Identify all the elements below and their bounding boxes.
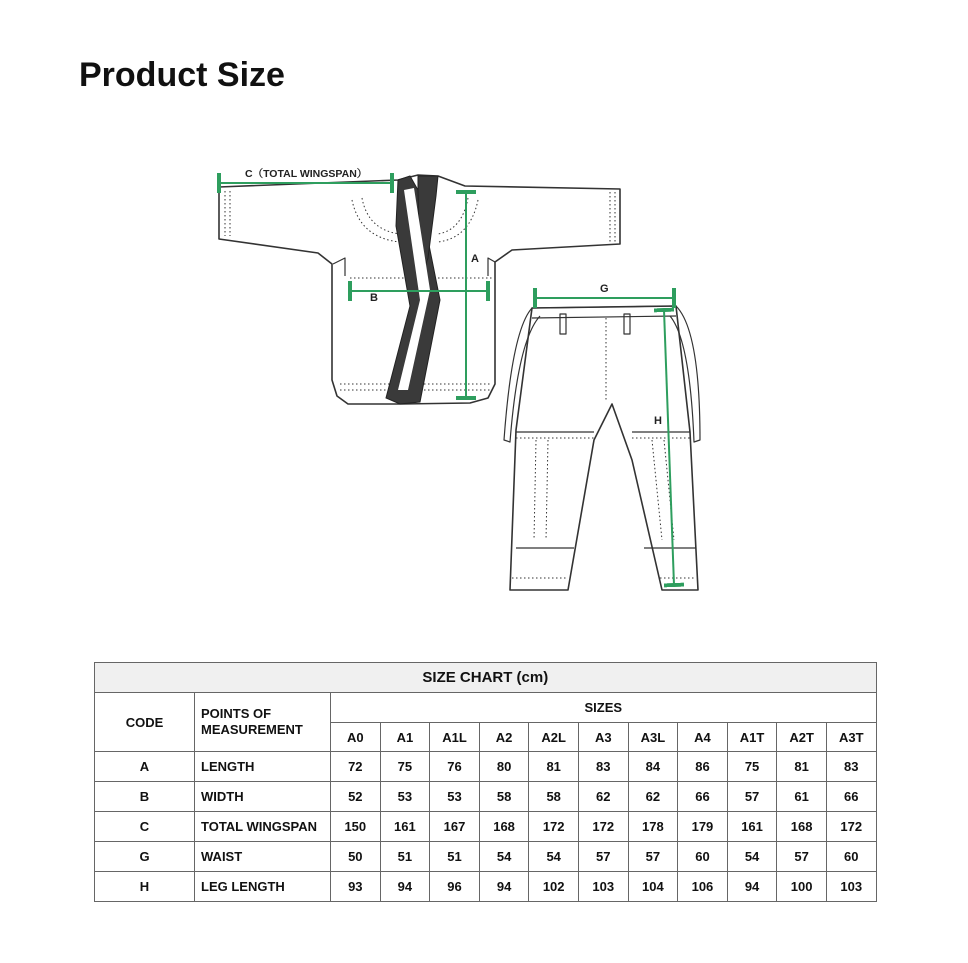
- row-measurement-name: TOTAL WINGSPAN: [195, 812, 331, 842]
- table-cell: 54: [479, 842, 529, 872]
- table-cell: 50: [331, 842, 381, 872]
- table-cell: 80: [479, 752, 529, 782]
- table-cell: 178: [628, 812, 678, 842]
- table-cell: 54: [529, 842, 579, 872]
- table-cell: 60: [678, 842, 728, 872]
- table-cell: 100: [777, 872, 827, 902]
- table-cell: 75: [727, 752, 777, 782]
- measure-lines: [219, 183, 674, 585]
- table-cell: 53: [380, 782, 430, 812]
- table-cell: 81: [777, 752, 827, 782]
- table-cell: 179: [678, 812, 728, 842]
- pom-header-line2: MEASUREMENT: [201, 722, 303, 737]
- table-cell: 81: [529, 752, 579, 782]
- size-chart-title: SIZE CHART (cm): [95, 663, 877, 693]
- table-cell: 51: [380, 842, 430, 872]
- row-code: C: [95, 812, 195, 842]
- row-measurement-name: LENGTH: [195, 752, 331, 782]
- size-header-row: [95, 693, 877, 723]
- row-measurement-name: WIDTH: [195, 782, 331, 812]
- table-cell: 62: [578, 782, 628, 812]
- table-cell: 172: [578, 812, 628, 842]
- label-b: B: [370, 292, 378, 304]
- size-code-a3t: A3T: [826, 723, 876, 752]
- table-cell: 61: [777, 782, 827, 812]
- table-cell: 60: [826, 842, 876, 872]
- table-cell: 104: [628, 872, 678, 902]
- table-cell: 66: [826, 782, 876, 812]
- table-cell: 52: [331, 782, 381, 812]
- table-cell: 57: [628, 842, 678, 872]
- table-cell: 53: [430, 782, 480, 812]
- row-code: H: [95, 872, 195, 902]
- size-chart-title-row: [95, 663, 877, 693]
- size-code-a3l: A3L: [628, 723, 678, 752]
- table-cell: 94: [380, 872, 430, 902]
- table-cell: 62: [628, 782, 678, 812]
- table-cell: 172: [826, 812, 876, 842]
- table-cell: 84: [628, 752, 678, 782]
- row-code: B: [95, 782, 195, 812]
- table-cell: 103: [578, 872, 628, 902]
- pom-header-line1: POINTS OF: [201, 706, 272, 721]
- table-cell: 72: [331, 752, 381, 782]
- table-cell: 161: [727, 812, 777, 842]
- page-title: Product Size: [79, 56, 285, 94]
- size-code-a1l: A1L: [430, 723, 480, 752]
- table-row: [95, 782, 877, 812]
- label-g: G: [600, 283, 609, 295]
- table-cell: 66: [678, 782, 728, 812]
- table-cell: 106: [678, 872, 728, 902]
- code-header: CODE: [95, 693, 195, 752]
- table-cell: 83: [578, 752, 628, 782]
- size-code-a0: A0: [331, 723, 381, 752]
- table-row: [95, 752, 877, 782]
- size-code-a2: A2: [479, 723, 529, 752]
- table-cell: 93: [331, 872, 381, 902]
- table-row: [95, 812, 877, 842]
- table-cell: 57: [777, 842, 827, 872]
- table-row: [95, 872, 877, 902]
- measure-line-h: [664, 310, 674, 585]
- pom-header: [195, 693, 331, 752]
- table-cell: 76: [430, 752, 480, 782]
- row-code: A: [95, 752, 195, 782]
- sizes-header: SIZES: [331, 693, 877, 723]
- table-cell: 94: [479, 872, 529, 902]
- label-a: A: [471, 253, 479, 265]
- size-code-a1t: A1T: [727, 723, 777, 752]
- row-code: G: [95, 842, 195, 872]
- size-code-a4: A4: [678, 723, 728, 752]
- table-cell: 58: [529, 782, 579, 812]
- table-cell: 172: [529, 812, 579, 842]
- table-cell: 75: [380, 752, 430, 782]
- table-cell: 54: [727, 842, 777, 872]
- table-cell: 103: [826, 872, 876, 902]
- table-cell: 161: [380, 812, 430, 842]
- table-cell: 86: [678, 752, 728, 782]
- row-measurement-name: WAIST: [195, 842, 331, 872]
- label-h: H: [654, 415, 662, 427]
- label-c: C（TOTAL WINGSPAN）: [245, 168, 368, 180]
- table-cell: 58: [479, 782, 529, 812]
- table-cell: 168: [777, 812, 827, 842]
- pants-drawing: [504, 306, 700, 590]
- table-cell: 102: [529, 872, 579, 902]
- size-chart-table: [94, 662, 877, 902]
- table-row: [95, 842, 877, 872]
- table-cell: 51: [430, 842, 480, 872]
- row-measurement-name: LEG LENGTH: [195, 872, 331, 902]
- table-cell: 57: [578, 842, 628, 872]
- table-cell: 150: [331, 812, 381, 842]
- table-cell: 96: [430, 872, 480, 902]
- table-cell: 57: [727, 782, 777, 812]
- size-code-a3: A3: [578, 723, 628, 752]
- size-code-a2t: A2T: [777, 723, 827, 752]
- table-cell: 167: [430, 812, 480, 842]
- table-cell: 83: [826, 752, 876, 782]
- size-code-a2l: A2L: [529, 723, 579, 752]
- table-cell: 168: [479, 812, 529, 842]
- size-code-a1: A1: [380, 723, 430, 752]
- table-cell: 94: [727, 872, 777, 902]
